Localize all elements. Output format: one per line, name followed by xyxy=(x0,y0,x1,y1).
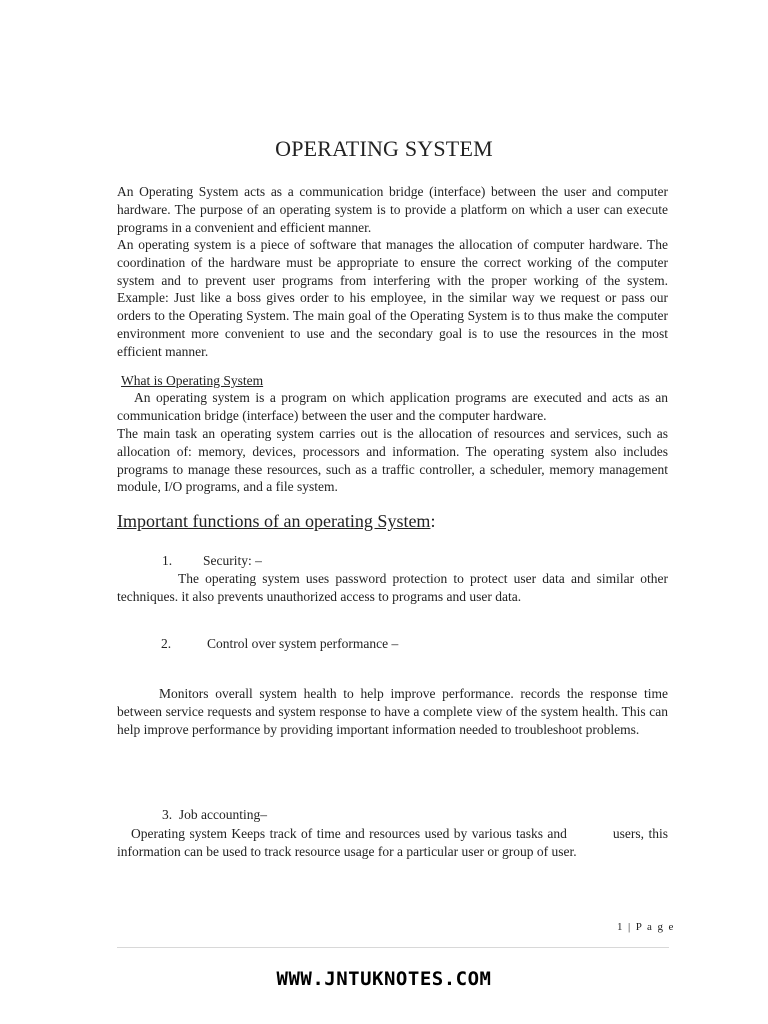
footer-watermark: WWW.JNTUKNOTES.COM xyxy=(276,968,492,990)
function-1-title: Security: – xyxy=(203,553,262,568)
function-3-heading xyxy=(162,806,267,824)
what-is-paragraph-2: The main task an operating system carries out is the allocation of resources and services, such as allocation of: memory, devices, processors and information. The operating system also includes programs to manage these resources, such as a traffic controller, a scheduler, memory management module, I/O programs, and a file system. xyxy=(117,426,668,495)
function-3-title: Job accounting– xyxy=(178,807,267,822)
intro-paragraph-1: An Operating System acts as a communication bridge (interface) between the user and computer hardware. The purpose of an operating system is to provide a platform on which a user can execute programs in a convenient and efficient manner. xyxy=(117,184,668,235)
what-is-heading xyxy=(121,372,263,390)
function-3-number: 3. xyxy=(162,807,173,822)
function-2-heading xyxy=(161,635,398,653)
functions-heading-text: Important functions of an operating System xyxy=(117,511,431,531)
what-is-paragraph-1: An operating system is a program on which application programs are executed and acts as an communication bridge (interface) between the user and the computer hardware. xyxy=(117,390,668,423)
functions-heading-suffix: : xyxy=(430,511,436,531)
function-1-number: 1. xyxy=(162,553,173,568)
function-3-text xyxy=(117,825,668,861)
what-is-heading-text: What is Operating System xyxy=(121,373,264,388)
function-2-number: 2. xyxy=(161,636,172,651)
page-number: 1 | P a g e xyxy=(617,921,675,933)
function-1-heading xyxy=(162,552,262,570)
function-2-text: Monitors overall system health to help improve performance. records the response time between service requests and system response to have a complete view of the system health. This can help improve performance by providing important information needed to troubleshoot problems. xyxy=(117,686,668,737)
function-3-text-part-2: users, this information can be used to track resource usage for a particular user or group of user. xyxy=(117,826,669,859)
page-title: OPERATING SYSTEM xyxy=(275,136,493,161)
intro-paragraph-2: An operating system is a piece of software that manages the allocation of computer hardware. The coordination of the hardware must be appropriate to ensure the correct working of the computer system and to prevent user programs from interfering with the proper working of the system. Example: Just like a boss gives order to his employee, in the similar way we request or pass our orders to the Operating System. The main goal of the Operating System is to thus make the computer environment more convenient to use and the secondary goal is to use the resources in the most efficient manner. xyxy=(117,237,668,359)
function-2-title: Control over system performance – xyxy=(207,636,399,651)
functions-heading xyxy=(117,509,435,533)
footer-divider xyxy=(117,947,669,948)
function-3-text-part-1: Operating system Keeps track of time and resources used by various tasks and xyxy=(131,826,567,841)
function-1-text: The operating system uses password protection to protect user data and similar other techniques. it also prevents unauthorized access to programs and user data. xyxy=(117,571,668,604)
